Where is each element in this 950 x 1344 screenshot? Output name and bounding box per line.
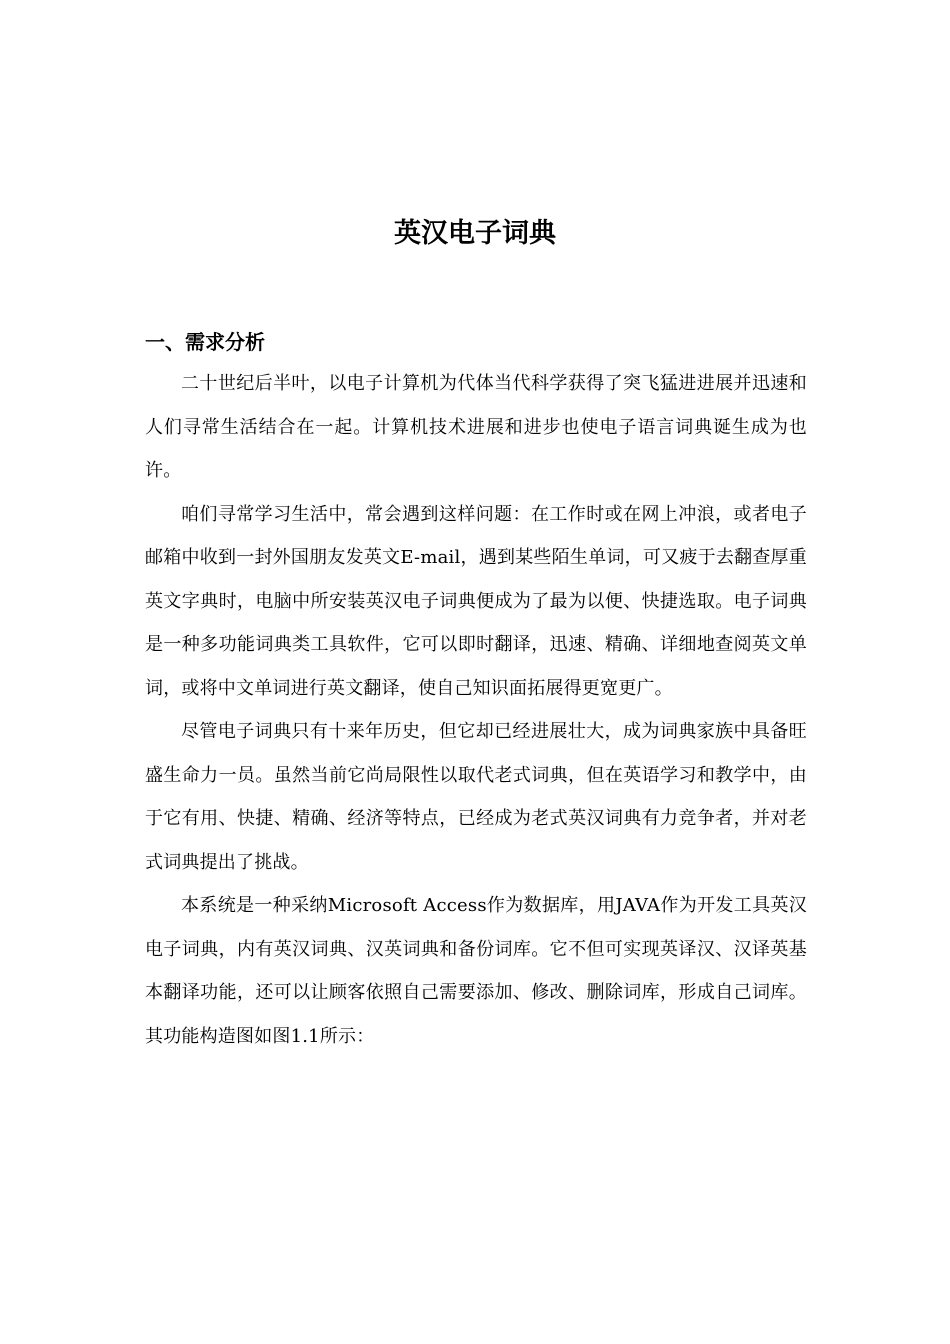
document-title: 英汉电子词典	[394, 218, 556, 249]
section-heading: 一、需求分析	[145, 330, 265, 354]
paragraph-4: 本系统是一种采纳Microsoft Access作为数据库，用JAVA作为开发工具英汉电子词典，内有英汉词典、汉英词典和备份词库。它不但可实现英译汉、汉译英基本翻译功能，还可以让顾客依照自己需要添加、修改、删除词库，形成自己词库。其功能构造图如图1.1所示：	[145, 895, 807, 1047]
paragraph-1: 二十世纪后半叶，以电子计算机为代体当代科学获得了突飞猛进进展并迅速和人们寻常生活结合在一起。计算机技术进展和进步也使电子语言词典诞生成为也许。	[145, 373, 807, 481]
section-body	[145, 362, 807, 1058]
paragraph-2: 咱们寻常学习生活中，常会遇到这样问题：在工作时或在网上冲浪，或者电子邮箱中收到一封外国朋友发英文E-mail，遇到某些陌生单词，可又疲于去翻查厚重英文字典时，电脑中所安装英汉电子词典便成为了最为以便、快捷选取。电子词典是一种多功能词典类工具软件，它可以即时翻译，迅速、精确、详细地查阅英文单词，或将中文单词进行英文翻译，使自己知识面拓展得更宽更广。	[145, 503, 807, 699]
paragraph-3: 尽管电子词典只有十来年历史，但它却已经进展壮大，成为词典家族中具备旺盛生命力一员。虽然当前它尚局限性以取代老式词典，但在英语学习和教学中，由于它有用、快捷、精确、经济等特点，已经成为老式英汉词典有力竞争者，并对老式词典提出了挑战。	[145, 721, 807, 873]
